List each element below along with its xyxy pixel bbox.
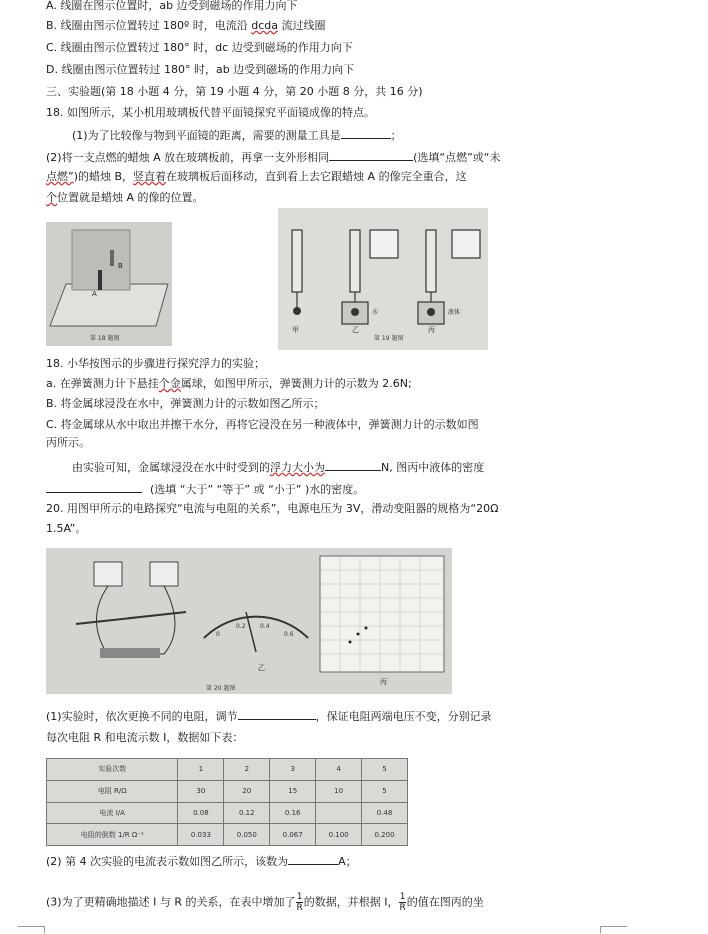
answer-blank[interactable] [325,458,381,471]
q19-step-c-cont: 丙所示。 [46,436,90,449]
option-a: A. 线圈在图示位置时，ab 边受到磁场的作用力向下 [46,0,298,12]
figure-18-photo [46,222,172,346]
table-header-row: 实验次数 1 2 3 4 5 [47,759,408,781]
answer-blank[interactable] [238,707,316,720]
svg-text:水: 水 [372,309,379,316]
page-corner-mark [18,926,45,933]
figure-20-photo [46,548,452,694]
table-row: 电阻 R/Ω 30 20 15 10 5 [47,780,408,802]
question-18: 18. 如图所示，某小机用玻璃板代替平面镜探究平面镜成像的特点。 [46,106,375,119]
svg-text:0.2: 0.2 [236,623,246,630]
question-20: 20. 用图甲所示的电路探究“电流与电阻的关系”，电源电压为 3V，滑动变阻器的规格为“20Ω [46,502,499,515]
option-b: B. 线圈由图示位置转过 180º 时，电流沿 dcda 流过线圈 [46,19,326,32]
svg-text:乙: 乙 [258,664,265,672]
q20-part2: (2) 第 4 次实验的电流表示数如图乙所示，该数为 A； [46,852,357,870]
q19-step-a: a. 在弹簧测力计下悬挂个金属球，如图甲所示，弹簧测力计的示数为 2.6N; [46,377,412,390]
option-d: D. 线圈由图示位置转过 180° 时，ab 边受到磁场的作用力向下 [46,63,355,76]
data-table [46,758,408,846]
q19-conclusion-cont: (选填 “大于” “等于” 或 “小于” )水的密度。 [46,480,364,498]
svg-text:第 18 题图: 第 18 题图 [90,335,120,342]
figure-19-photo [278,208,488,350]
table-row: 电阻的倒数 1/R Ω⁻¹ 0.033 0.050 0.067 0.100 0.200 [47,824,408,846]
option-c: C. 线圈由图示位置转过 180° 时，dc 边受到磁场的作用力向下 [46,41,353,54]
table-row: 电流 I/A 0.08 0.12 0.16 0.48 [47,802,408,824]
svg-text:第 19 题图: 第 19 题图 [374,335,404,342]
question-19: 18. 小华按图示的步骤进行探究浮力的实验； [46,357,265,370]
fraction-one-over-r: $\frac{1}{R}$ [399,892,406,913]
svg-text:0.4: 0.4 [260,623,270,630]
q18-part2-end: 个位置就是蜡烛 A 的像的位置。 [46,191,204,204]
q19-step-c: C. 将金属球从水中取出并擦干水分，再将它浸没在另一种液体中，弹簧测力计的示数如图 [46,418,479,431]
q18-part2: (2)将一支点燃的蜡烛 A 放在玻璃板前，再拿一支外形相同 (选填“点燃”或“未 [46,148,501,166]
svg-text:B: B [118,262,123,270]
q18-part2-cont: 点燃”)的蜡烛 B，竖直着在玻璃板后面移动，直到看上去它跟蜡烛 A 的像完全重合，这 [46,170,467,183]
q19-step-b: B. 将金属球浸没在水中，弹簧测力计的示数如图乙所示； [46,397,325,410]
q20-part3: (3)为了更精确地描述 I 与 R 的关系，在表中增加了 $\frac{1}{R}$ 的数据，并根据 I， $\frac{1}{R}$ 的值在图丙的坐 [46,892,484,913]
page-corner-mark [600,926,627,933]
answer-blank[interactable] [46,480,142,493]
q20-part1: (1)实验时，依次更换不同的电阻，调节 ，保证电阻两端电压不变，分别记录 [46,707,492,725]
svg-text:A: A [92,290,97,298]
fraction-one-over-r: $\frac{1}{R}$ [296,892,303,913]
svg-text:第 20 题图: 第 20 题图 [206,685,236,692]
svg-text:丙: 丙 [380,678,387,686]
svg-text:液体: 液体 [448,309,461,316]
svg-text:丙: 丙 [428,326,435,334]
q18-part1: (1)为了比较像与物到平面镜的距离，需要的测量工具是 ； [72,126,402,144]
answer-blank[interactable] [329,148,413,161]
q20-part1-cont: 每次电阻 R 和电流示数 I，数据如下表： [46,731,244,744]
answer-blank[interactable] [288,852,338,865]
svg-text:0: 0 [216,631,220,638]
q19-conclusion: 由实验可知，金属球浸没在水中时受到的浮力大小为 N, 图丙中液体的密度 [72,458,484,476]
question-20-cont: 1.5A”。 [46,522,87,535]
svg-text:甲: 甲 [292,326,299,334]
svg-text:乙: 乙 [352,326,359,334]
svg-text:0.6: 0.6 [284,631,294,638]
answer-blank[interactable] [341,126,391,139]
section-heading: 三、实验题(第 18 小题 4 分，第 19 小题 4 分，第 20 小题 8 分，共 16 分) [46,85,423,98]
